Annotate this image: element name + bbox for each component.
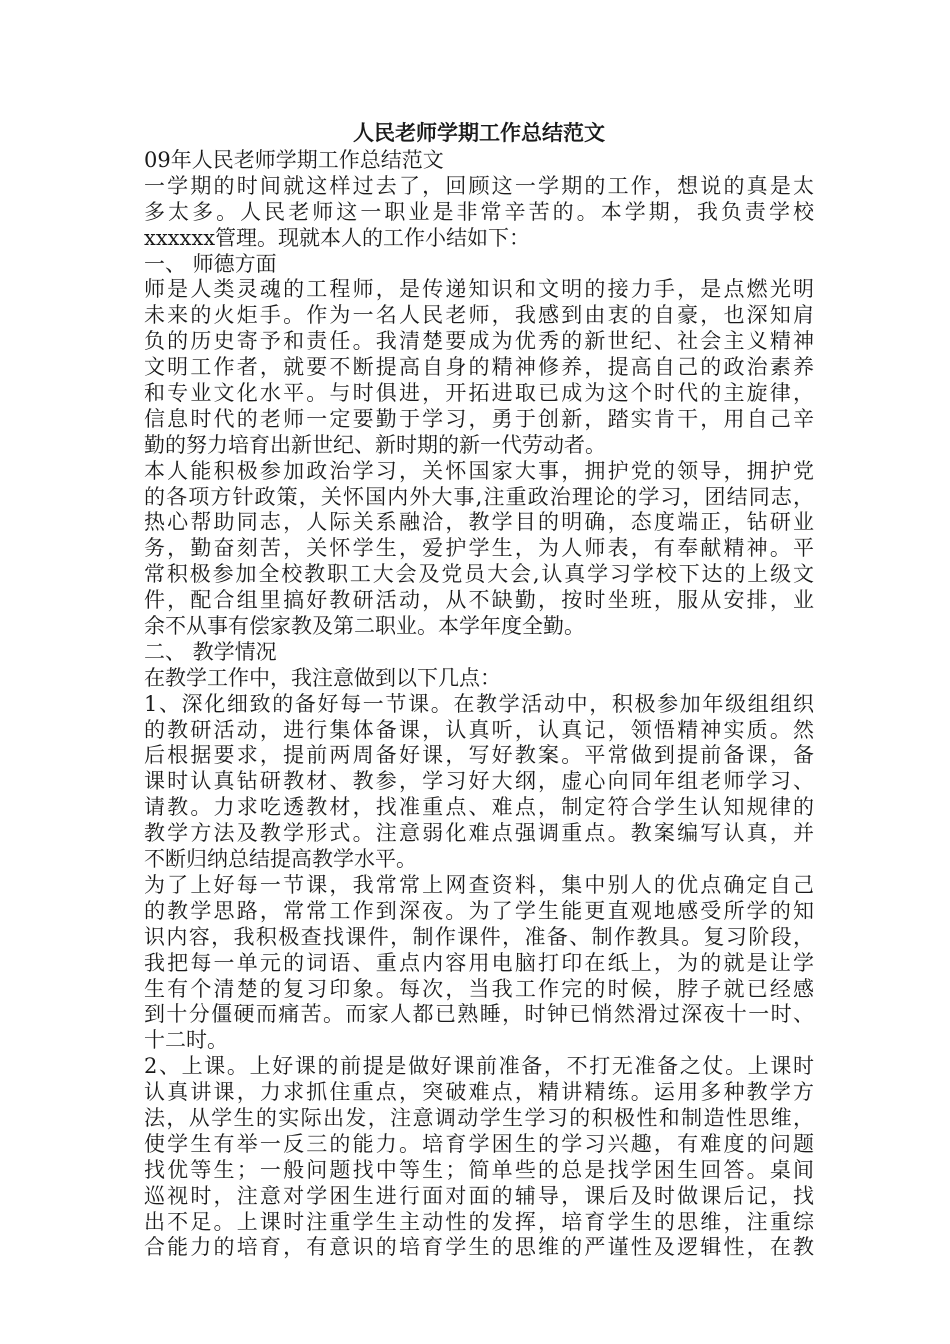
body-line: 一学期的时间就这样过去了，回顾这一学期的工作，想说的真是太 [144,173,814,198]
body-line: xxxxxx管理。现就本人的工作小结如下： [144,225,531,250]
body-line: 不断归纳总结提高教学水平。 [144,847,417,872]
body-line: 未来的火炬手。作为一名人民老师，我感到由衷的自豪，也深知肩 [144,303,814,328]
section-heading: 一、 师德方面 [144,251,277,276]
body-line: 课时认真钻研教材、教参，学习好大纲，虚心向同年组老师学习、 [144,769,814,794]
document-page [144,118,814,1261]
body-line: 2、上课。上好课的前提是做好课前准备，不打无准备之仗。上课时 [144,1054,814,1079]
body-line: 教学方法及教学形式。注意弱化难点强调重点。教案编写认真，并 [144,821,814,846]
body-line: 余不从事有偿家教及第二职业。本学年度全勤。 [144,614,585,639]
body-line: 到十分僵硬而痛苦。而家人都已熟睡，时钟已悄然滑过深夜十一时、 [144,1002,814,1027]
body-line: 十二时。 [144,1028,228,1053]
body-line: 出不足。上课时注重学生主动性的发挥，培育学生的思维，注重综 [144,1209,814,1234]
body-line: 1、深化细致的备好每一节课。在教学活动中，积极参加年级组组织 [144,691,814,716]
body-line: 师是人类灵魂的工程师，是传递知识和文明的接力手，是点燃光明 [144,277,814,302]
body-line: 件，配合组里搞好教研活动，从不缺勤，按时坐班，服从安排，业 [144,588,814,613]
body-line: 务，勤奋刻苦，关怀学生，爱护学生，为人师表，有奉献精神。平 [144,536,814,561]
body-line: 勤的努力培育出新世纪、新时期的新一代劳动者。 [144,432,606,457]
section-heading: 二、 教学情况 [144,639,277,664]
body-line: 信息时代的老师一定要勤于学习，勇于创新，踏实肯干，用自己辛 [144,406,814,431]
body-line: 请教。力求吃透教材，找准重点、难点，制定符合学生认知规律的 [144,795,814,820]
body-line: 在教学工作中，我注意做到以下几点： [144,665,501,690]
body-line: 法，从学生的实际出发，注意调动学生学习的积极性和制造性思维， [144,1105,814,1130]
body-line: 我把每一单元的词语、重点内容用电脑打印在纸上，为的就是让学 [144,950,814,975]
body-line: 文明工作者，就要不断提高自身的精神修养，提高自己的政治素养 [144,355,814,380]
body-line: 的教研活动，进行集体备课，认真听，认真记，领悟精神实质。然 [144,717,814,742]
body-line: 常积极参加全校教职工大会及党员大会,认真学习学校下达的上级文 [144,562,814,587]
body-line: 使学生有举一反三的能力。培育学困生的学习兴趣，有难度的问题 [144,1131,814,1156]
body-line: 09年人民老师学期工作总结范文 [144,148,444,172]
body-line: 生有个清楚的复习印象。每次，当我工作完的时候，脖子就已经感 [144,976,814,1001]
body-line: 本人能积极参加政治学习，关怀国家大事，拥护党的领导，拥护党 [144,458,814,483]
body-line: 认真讲课，力求抓住重点，突破难点，精讲精练。运用多种教学方 [144,1080,814,1105]
body-line: 和专业文化水平。与时俱进，开拓进取已成为这个时代的主旋律， [144,381,814,406]
body-line: 找优等生；一般问题找中等生；简单些的总是找学困生回答。桌间 [144,1157,814,1182]
document-body [144,148,814,1261]
body-line: 负的历史寄予和责任。我清楚要成为优秀的新世纪、社会主义精神 [144,329,814,354]
body-line: 多太多。人民老师这一职业是非常辛苦的。本学期，我负责学校 [144,199,814,224]
body-line: 识内容，我积极查找课件，制作课件，准备、制作教具。复习阶段， [144,924,814,949]
body-line: 合能力的培育，有意识的培育学生的思维的严谨性及逻辑性，在教 [144,1235,814,1260]
body-line: 后根据要求，提前两周备好课，写好教案。平常做到提前备课，备 [144,743,814,768]
body-line: 为了上好每一节课，我常常上网查资料，集中别人的优点确定自己 [144,872,814,897]
document-title: 人民老师学期工作总结范文 [353,120,605,145]
body-line: 的各项方针政策，关怀国内外大事,注重政治理论的学习，团结同志， [144,484,814,509]
body-line: 巡视时，注意对学困生进行面对面的辅导，课后及时做课后记，找 [144,1183,814,1208]
body-line: 热心帮助同志，人际关系融洽，教学目的明确，态度端正，钻研业 [144,510,814,535]
body-line: 的教学思路，常常工作到深夜。为了学生能更直观地感受所学的知 [144,898,814,923]
